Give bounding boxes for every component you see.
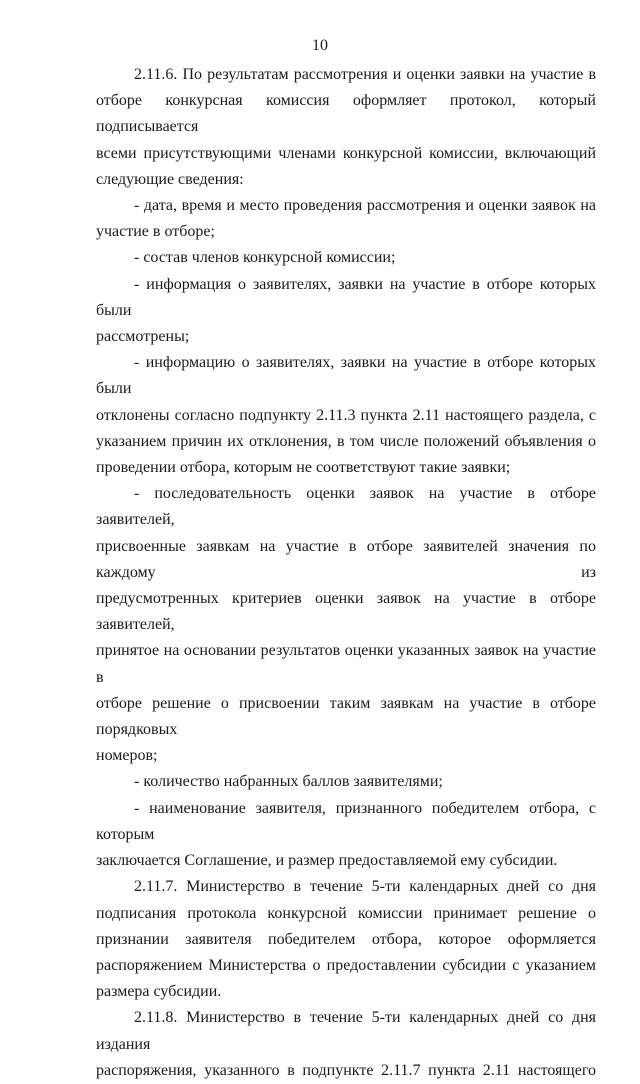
text-line: заключается Соглашение, и размер предоставляемой ему субсидии. <box>96 852 558 870</box>
text-line: подписания протокола конкурсной комиссии принимает решение о <box>96 904 596 922</box>
text-line: участие в отборе; <box>96 223 215 241</box>
text-line: следующие сведения: <box>96 170 244 188</box>
text-line: - информацию о заявителях, заявки на участие в отборе которых были <box>96 354 596 398</box>
document-body <box>96 62 596 1084</box>
text-line: отклонены согласно подпункту 2.11.3 пункта 2.11 настоящего раздела, с <box>96 406 596 424</box>
text-line: - информация о заявителях, заявки на участие в отборе которых были <box>96 275 596 319</box>
text-line: 2.11.6. По результатам рассмотрения и оценки заявки на участие в <box>134 66 596 83</box>
text-line: всеми присутствующими членами конкурсной комиссии, включающий <box>96 144 596 162</box>
text-line: распоряжением Министерства о предоставлении субсидии с указанием <box>96 956 596 974</box>
text-line: отборе конкурсная комиссия оформляет протокол, который подписывается <box>96 92 596 136</box>
text-line: предусмотренных критериев оценки заявок на участие в отборе заявителей, <box>96 590 596 634</box>
text-line: - последовательность оценки заявок на участие в отборе заявителей, <box>96 485 596 529</box>
text-line: проведении отбора, которым не соответствуют такие заявки; <box>96 459 511 477</box>
text-line: отборе решение о присвоении таким заявкам на участие в отборе порядковых <box>96 694 596 739</box>
text-line: рассмотрены; <box>96 328 190 346</box>
text-line: - количество набранных баллов заявителями; <box>134 773 443 791</box>
text-line: присвоенные заявкам на участие в отборе заявителей значения по каждому из <box>96 537 596 581</box>
text-line: указанием причин их отклонения, в том числе положений объявления о <box>96 432 596 450</box>
text-line: - состав членов конкурсной комиссии; <box>134 249 396 267</box>
text-line: размера субсидии. <box>96 983 222 1001</box>
text-line: 2.11.8. Министерство в течение 5-ти календарных дней со дня издания <box>96 1009 596 1053</box>
text-line: 2.11.7. Министерство в течение 5-ти календарных дней со дня <box>134 878 596 896</box>
text-line: принятое на основании результатов оценки указанных заявок на участие в <box>96 642 596 686</box>
text-line: - дата, время и место проведения рассмотрения и оценки заявок на <box>134 197 596 215</box>
text-line: - наименование заявителя, признанного победителем отбора, с которым <box>96 799 596 843</box>
text-line: распоряжения, указанного в подпункте 2.11.7 пункта 2.11 настоящего <box>96 1061 596 1079</box>
page-number: 10 <box>312 37 328 54</box>
text-line: признании заявителя победителем отбора, которое оформляется <box>96 930 596 948</box>
text-line: номеров; <box>96 747 158 765</box>
